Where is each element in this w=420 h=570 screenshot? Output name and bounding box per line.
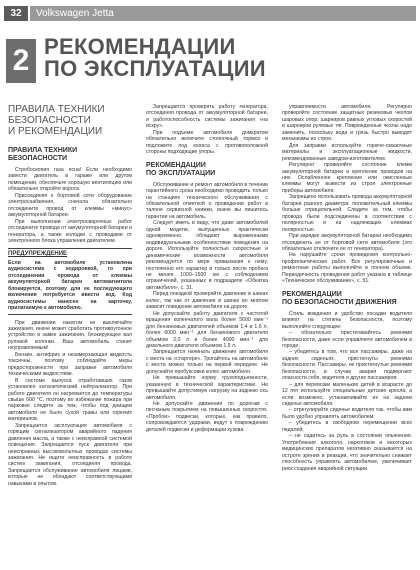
paragraph: Бензин, антифриз и незамерзающая жидкость токсичны, поэтому соблюдайте меры предосторожности при заправке автомобиля техническими жидкостями. [8, 351, 132, 378]
paragraph: На нарушайте сроки проведения контрольно-профилактических работ. Все регулировочные и ремонтные работы выполняйте в полном объеме. Периодичность проведения работ указана в таблице «Техническое обслуживание», с. 51. [282, 252, 412, 285]
paragraph: Запрещается эксплуатация автомобиля с горящим сигнализатором аварийного падения давления масла, а также с неисправной системой освещения. Запрещается пуск двигателя при неисправных высоковольтных проводах системы зажигания. Не ищите неисправность в работе систем зажигания, отсоединяя провода. Запрещается обслуживание автомобиля лицами, которые не обладают соответствующими навыками и опытом. [8, 422, 132, 487]
paragraph: Запрещено использовать провода аккумуляторной батареи разного диаметра: положительный клеммы больше отрицательной. Следите за тем, чтобы провода были подсоединены в соответствии с полярностью и на надлежащих клеммах полярностью. [282, 194, 412, 233]
page-number: 32 [4, 6, 28, 21]
list-item: – убедитесь в свободном перемещении всех педалей; [282, 420, 412, 433]
paragraph: Для заправки используйте горюче-смазочные материалы и эксплуатационные жидкости, рекомендованные заводом-изготовителем. [282, 142, 412, 162]
column-3 [282, 104, 412, 472]
section-title-safety-rules: ПРАВИЛА ТЕХНИКИ БЕЗОПАСНОСТИ И РЕКОМЕНДАЦИИ [8, 104, 105, 137]
section-title-operation: РЕКОМЕНДАЦИИ ПО ЭКСПЛУАТАЦИИ [146, 161, 216, 177]
paragraph: Запрещается начинать движение автомобиля с места на «стартере». Трогайтесь на автомобиле с места можно только на первой передаче. Не допускайте пробуксовки колес автомобиля. [146, 349, 268, 375]
chapter-number: 2 [6, 39, 36, 83]
paragraph: Запрещается проверять работу генератора, отсоединяя провода от аккумуляторной батареи, и работоспособность системы зажигания «на искру». [146, 104, 268, 130]
paragraph: Не допускайте работу двигателя с частотой вращения коленчатого вала более 5600 мин⁻¹ для бензиновых двигателей объемом 1,4 и 1,6 л, более 6000 мин⁻¹ для бензинового двигателя объемом 2,0 л и более 4000 мин⁻¹ для дизельного двигателя объемом 1,9 л. [146, 310, 268, 349]
list-item: – обязательно пристегивайтесь ремнями безопасности, даже если управляете автомобилем в городе; [282, 330, 412, 349]
paragraph: Не превышайте норму грузоподъемности, указанную в технической характеристике. Не превышайте допустимую нагрузку на заднюю ось автомобиля. [146, 375, 268, 401]
chapter-title-line1: РЕКОМЕНДАЦИИ [44, 34, 236, 59]
chapter-title-line2: ПО ЭКСПЛУАТАЦИИ [44, 56, 266, 81]
paragraph: управляемости автомобиля. Регулярно проверяйте состояние защитных резиновых чехлов шаровых опор, шарниров равных угловых скоростей и шарниров рулевых тяг. Поврежденные чехлы надо заменить, поскольку вода и грязь быстро выводят механизмы из строя. [282, 104, 412, 143]
paragraph: При движении накатом не выключайте зажигания, иначе может сработать противоугонное устройство в замке зажигания, блокирующее вал рулевой колонки. Ваш автомобиль станет неуправляемым! [8, 319, 132, 352]
warning-box [8, 248, 132, 314]
header-title: Volkswagen Jetta [36, 8, 114, 19]
paragraph: Стиль вождения и удобство посадки водителя влияют на степень безопасности, поэтому выполняйте следующее: [282, 310, 412, 330]
list-item: – не садитесь за руль в состоянии опьянения. Употребление алкоголя, наркотиков и некоторых медицинских препаратов негативно сказывается на остроте зрения и реакции, что значительно снижает способность управлять автомобилем, увеличивает риск создания аварийной ситуации. [282, 433, 412, 472]
chapter-title [44, 36, 266, 80]
paragraph: Стробоскопия газа ясна! Если необходимо завести двигатель в гараже или другом помещении, обеспечьте хорошую вентиляцию или обязательно откройте ворота. [8, 167, 132, 193]
paragraph: При подъеме автомобиля домкратом обязательно включите стояночный тормоз и подложите под колеса с противоположной стороны подходящие упоры. [146, 129, 268, 156]
paragraph: При выполнении электросварочных работ отсоедините провода от аккумуляторной батареи и генератора, а также колодки с проводами от электронного блока управления двигателем. [8, 218, 132, 244]
section-title-traffic-safety: РЕКОМЕНДАЦИИ ПО БЕЗОПАСНОСТИ ДВИЖЕНИЯ [282, 290, 397, 306]
paragraph: Регулярно проверяйте состояние клемм аккумуляторной батареи и крепление проводов на них. Ослабленное крепление или окисленные клеммы могут вывести из строя электронные приборы автомобиля. [282, 162, 412, 194]
paragraph: При зарядке аккумуляторной батареи необходимо отсоединить ее от бортовой сети автомобиля (это обязательно отключите ее от генератора). [282, 233, 412, 252]
paragraph: В системе выпуска отработавших газов установлен каталитический нейтрализатор. При работе двигателя он нагревается до температуры свыше 600 °С, поэтому во избежание пожара при парковке следите за тем, чтобы под днищем автомобиля не было сухой травы или горючих материалов. [8, 377, 132, 423]
paragraph: Следует иметь в виду, что даже автомобилей одной модели, выпущенных практически одновременно, обладают выраженными индивидуальными особенностями поведения на дороге. Используйте полностью скоростные и динамические возможности автомобиля рекомендуется по мере привыкания к нему, постепенно его характер и только после пробега не менее 1000–1500 км с соблюдением ограничений, указанных в подразделе «Обкатка автомобиля», с. 31. [146, 220, 268, 291]
list-item: – отрегулируйте сиденье водителя так, чтобы вам было удобно управлять автомобилем; [282, 407, 412, 420]
paragraph: Обслуживание и ремонт автомобиля в течение гарантийного срока необходимо проводить только на станциях технического обслуживания с обязательной отметкой о проведении работ в талоне сервисной книжки, иначе вы лишитесь гарантии на автомобиль. [146, 181, 268, 220]
list-item: – для перевозки маленьких детей в возрасте до 12 лет используйте специальные детские кресла, а если возможно, устанавливайте их на заднем сиденье автомобиля. [282, 381, 412, 408]
warning-title: ПРЕДУПРЕЖДЕНИЕ [8, 251, 68, 258]
warning-text: Если на автомобиле установлена аудиосистема с кодировкой, то при отсоединении провода от клеммы аккумуляторной батареи автомагнитола блокируется, поэтому для ее последующего включения потребуется ввести код. Код аудиосистемы нанесен на карточку, прилагаемую к автомобилю. [8, 259, 132, 312]
subsection-title-safety: ПРАВИЛА ТЕХНИКИ БЕЗОПАСНОСТИ [8, 147, 78, 162]
paragraph: Присоединяя к бортовой сети оборудование электроснабжения, сначала обязательно отсоедините провод от клеммы «минус» аккумуляторной батареи. [8, 192, 132, 219]
column-2 [146, 104, 268, 433]
paragraph: Перед поездкой проверяйте давление в шинах колес, так как от давления в шинах во многом зависит поведение автомобиля на дороге. [146, 291, 268, 311]
list-item: – убедитесь в том, что все пассажиры, даже на задних сиденьях, пристегнуты ремнями безопасности. Пассажиры, не пристегнутые ремнями безопасности, в случае аварии подвергают опасности себя, водителя и других пассажиров; [282, 349, 412, 382]
paragraph: Не допускайте движения по дорогам с песчаным покрытием на повышенных скоростях. «Пробои» подвески, которые, как правило, сопровождаются ударами, ведут к повреждению деталей подвески и деформации кузова. [146, 401, 268, 433]
column-1 [8, 104, 132, 487]
page-header [0, 0, 420, 26]
